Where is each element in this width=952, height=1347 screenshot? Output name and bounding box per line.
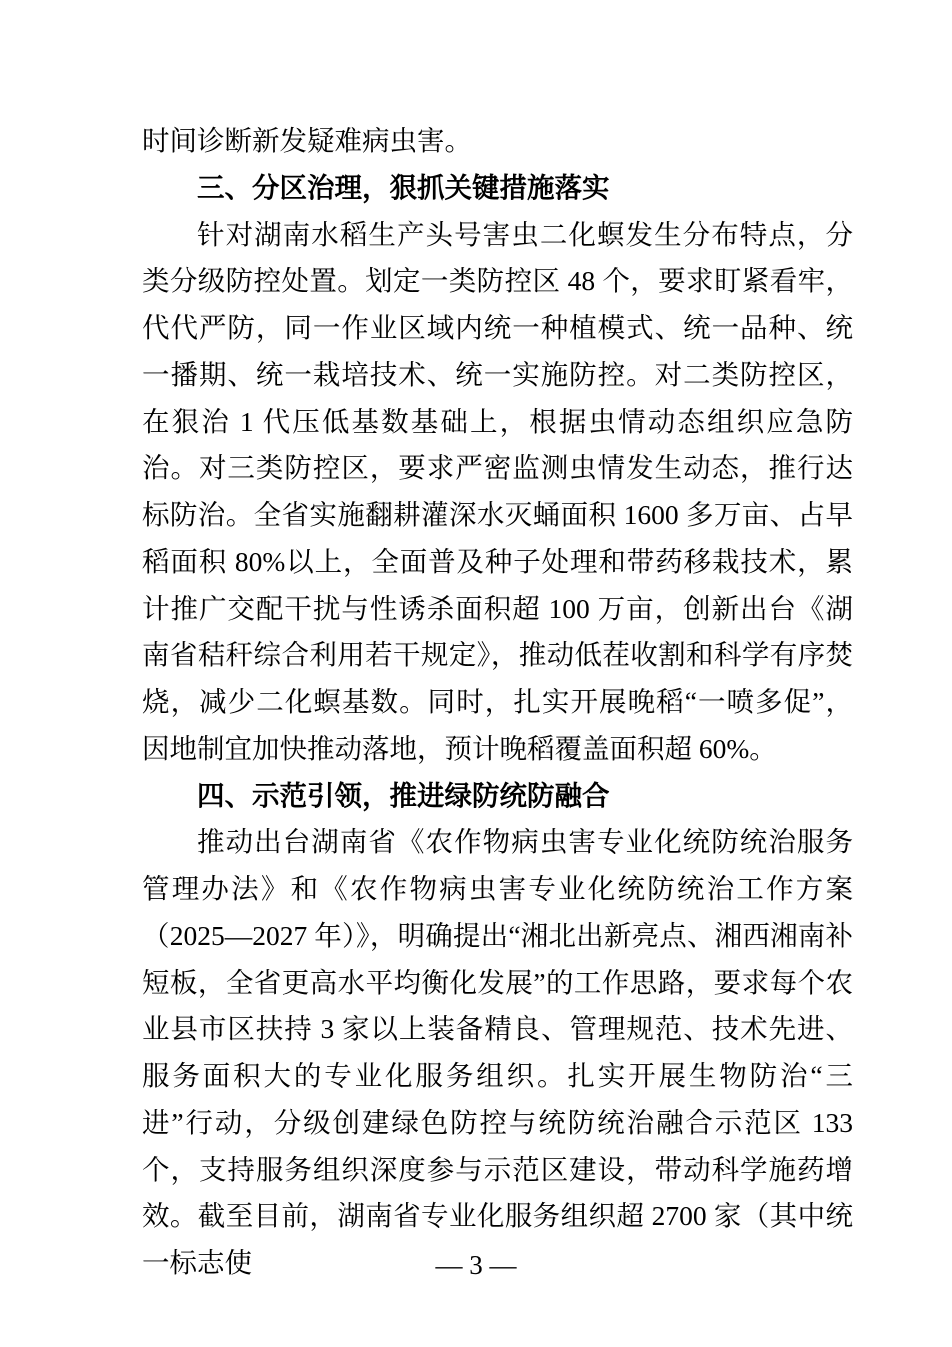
paragraph-section-three: 针对湖南水稻生产头号害虫二化螟发生分布特点，分类分级防控处置。划定一类防控区 48 个，要求盯紧看牢，代代严防，同一作业区域内统一种植模式、统一品种、统一播期、统一栽培技术、统一实施防控。对二类防控区，在狠治 1 代压低基数基础上，根据虫情动态组织应急防治。对三类防控区，要求严密监测虫情发生动态，推行达标防治。全省实施翻耕灌深水灭蛹面积 1600 多万亩、占早稻面积 80%以上，全面普及种子处理和带药移栽技术，累计推广交配干扰与性诱杀面积超 100 万亩，创新出台《湖南省秸秆综合利用若干规定》，推动低茬收割和科学有序焚烧，减少二化螟基数。同时，扎实开展晚稻“一喷多促”，因地制宜加快推动落地，预计晚稻覆盖面积超 60%。 (142, 218, 853, 764)
page-number: — 3 — (435, 1250, 517, 1280)
section-heading-four: 四、示范引领，推进绿防统防融合 (197, 779, 610, 811)
section-heading-three: 三、分区治理，狠抓关键措施落实 (197, 171, 610, 203)
paragraph-section-four: 推动出台湖南省《农作物病虫害专业化统防统治服务管理办法》和《农作物病虫害专业化统防统治工作方案（2025—2027 年）》，明确提出“湘北出新亮点、湘西湘南补短板，全省更高水平均衡化发展”的工作思路，要求每个农业县市区扶持 3 家以上装备精良、管理规范、技术先进、服务面积大的专业化服务组织。扎实开展生物防治“三进”行动，分级创建绿色防控与统防统治融合示范区 133 个，支持服务组织深度参与示范区建设，带动科学施药增效。截至目前，湖南省专业化服务组织超 2700 家（其中统一标志使 (142, 826, 853, 1278)
document-body (142, 118, 853, 1287)
paragraph-continuation: 时间诊断新发疑难病虫害。 (142, 125, 472, 156)
